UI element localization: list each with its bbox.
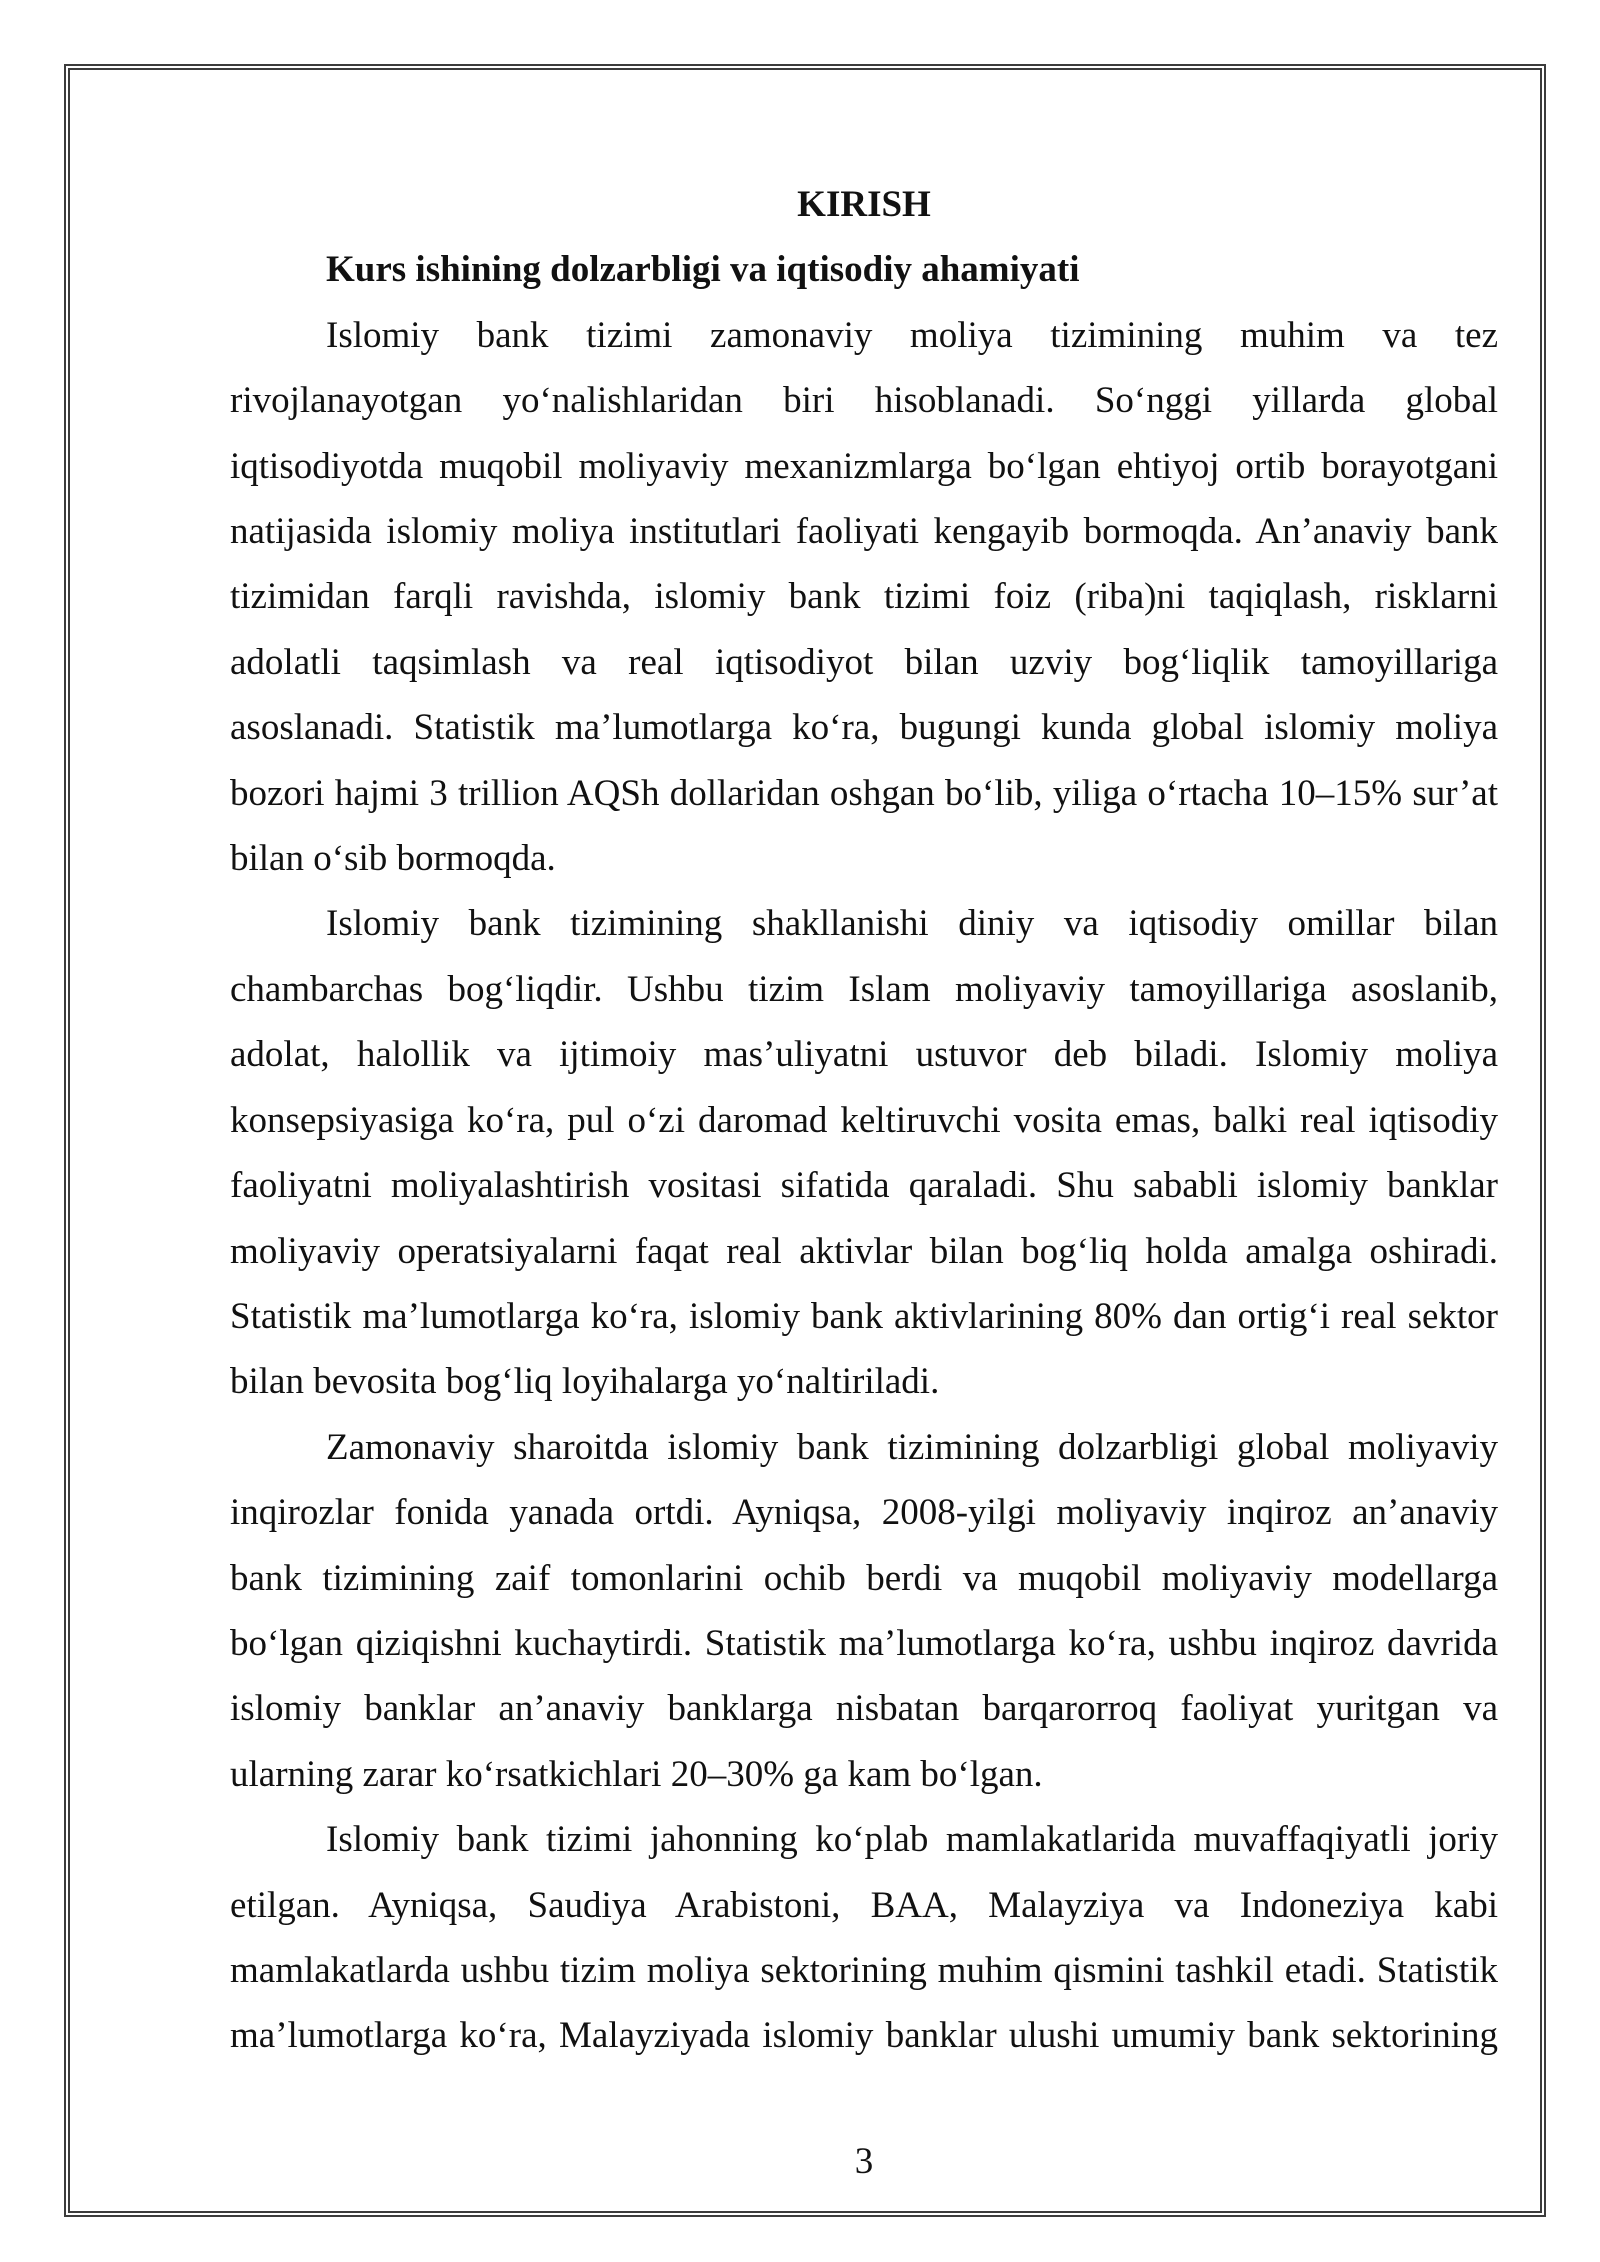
text-line: asoslanadi. Statistik ma’lumotlarga ko‘ra, bugungi kunda global islomiy moliya [230, 707, 1498, 749]
page-content [230, 172, 1498, 2069]
text-line: Islomiy bank tizimining shakllanishi diniy va iqtisodiy omillar bilan [326, 903, 1498, 945]
text-line: chambarchas bog‘liqdir. Ushbu tizim Islam moliyaviy tamoyillariga asoslanib, [230, 968, 1498, 1010]
section-title: KIRISH [797, 184, 931, 225]
text-line: tizimidan farqli ravishda, islomiy bank tizimi foiz (riba)ni taqiqlash, risklarni [230, 576, 1498, 618]
paragraph [230, 1415, 1498, 1807]
text-line: bozori hajmi 3 trillion AQSh dollaridan oshgan bo‘lib, yiliga o‘rtacha 10–15% sur’at [230, 772, 1498, 814]
section-subtitle: Kurs ishining dolzarbligi va iqtisodiy ahamiyati [326, 249, 1080, 291]
text-line: rivojlanayotgan yo‘nalishlaridan biri hisoblanadi. So‘nggi yillarda global [230, 380, 1498, 422]
text-line: konsepsiyasiga ko‘ra, pul o‘zi daromad keltiruvchi vosita emas, balki real iqtisodiy [230, 1099, 1498, 1141]
paragraph [230, 1807, 1498, 2069]
text-line: Islomiy bank tizimi jahonning ko‘plab mamlakatlarida muvaffaqiyatli joriy [326, 1819, 1498, 1861]
text-line: mamlakatlarda ushbu tizim moliya sektorining muhim qismini tashkil etadi. Statistik [230, 1949, 1498, 1991]
text-line: adolatli taqsimlash va real iqtisodiyot bilan uzviy bog‘liqlik tamoyillariga [230, 641, 1498, 683]
text-line: Islomiy bank tizimi zamonaviy moliya tizimining muhim va tez [326, 314, 1498, 356]
page-number: 3 [854, 2141, 874, 2182]
text-line: islomiy banklar an’anaviy banklarga nisbatan barqarorroq faoliyat yuritgan va [230, 1688, 1498, 1730]
text-line: Statistik ma’lumotlarga ko‘ra, islomiy bank aktivlarining 80% dan ortig‘i real sektor [230, 1295, 1498, 1337]
text-line: bank tizimining zaif tomonlarini ochib berdi va muqobil moliyaviy modellarga [230, 1557, 1498, 1599]
paragraph [230, 891, 1498, 1414]
paragraph [230, 303, 1498, 892]
text-line: ularning zarar ko‘rsatkichlari 20–30% ga kam bo‘lgan. [230, 1753, 1043, 1795]
text-line: bilan o‘sib bormoqda. [230, 838, 556, 880]
text-line: bilan bevosita bog‘liq loyihalarga yo‘naltiriladi. [230, 1361, 940, 1403]
text-line: etilgan. Ayniqsa, Saudiya Arabistoni, BAA, Malayziya va Indoneziya kabi [230, 1884, 1498, 1926]
text-line: natijasida islomiy moliya institutlari faoliyati kengayib bormoqda. An’anaviy bank [230, 511, 1498, 553]
text-line: inqirozlar fonida yanada ortdi. Ayniqsa, 2008-yilgi moliyaviy inqiroz an’anaviy [230, 1492, 1498, 1534]
text-line: Zamonaviy sharoitda islomiy bank tizimining dolzarbligi global moliyaviy [326, 1426, 1498, 1468]
text-line: moliyaviy operatsiyalarni faqat real aktivlar bilan bog‘liq holda amalga oshiradi. [230, 1230, 1498, 1272]
text-line: iqtisodiyotda muqobil moliyaviy mexanizmlarga bo‘lgan ehtiyoj ortib borayotgani [230, 445, 1498, 487]
text-line: bo‘lgan qiziqishni kuchaytirdi. Statistik ma’lumotlarga ko‘ra, ushbu inqiroz davrida [230, 1622, 1498, 1664]
body-text [230, 303, 1498, 2069]
text-line: faoliyatni moliyalashtirish vositasi sifatida qaraladi. Shu sababli islomiy banklar [230, 1165, 1498, 1207]
text-line: adolat, halollik va ijtimoiy mas’uliyatni ustuvor deb biladi. Islomiy moliya [230, 1034, 1498, 1076]
text-line: ma’lumotlarga ko‘ra, Malayziyada islomiy banklar ulushi umumiy bank sektorining [230, 2015, 1498, 2057]
